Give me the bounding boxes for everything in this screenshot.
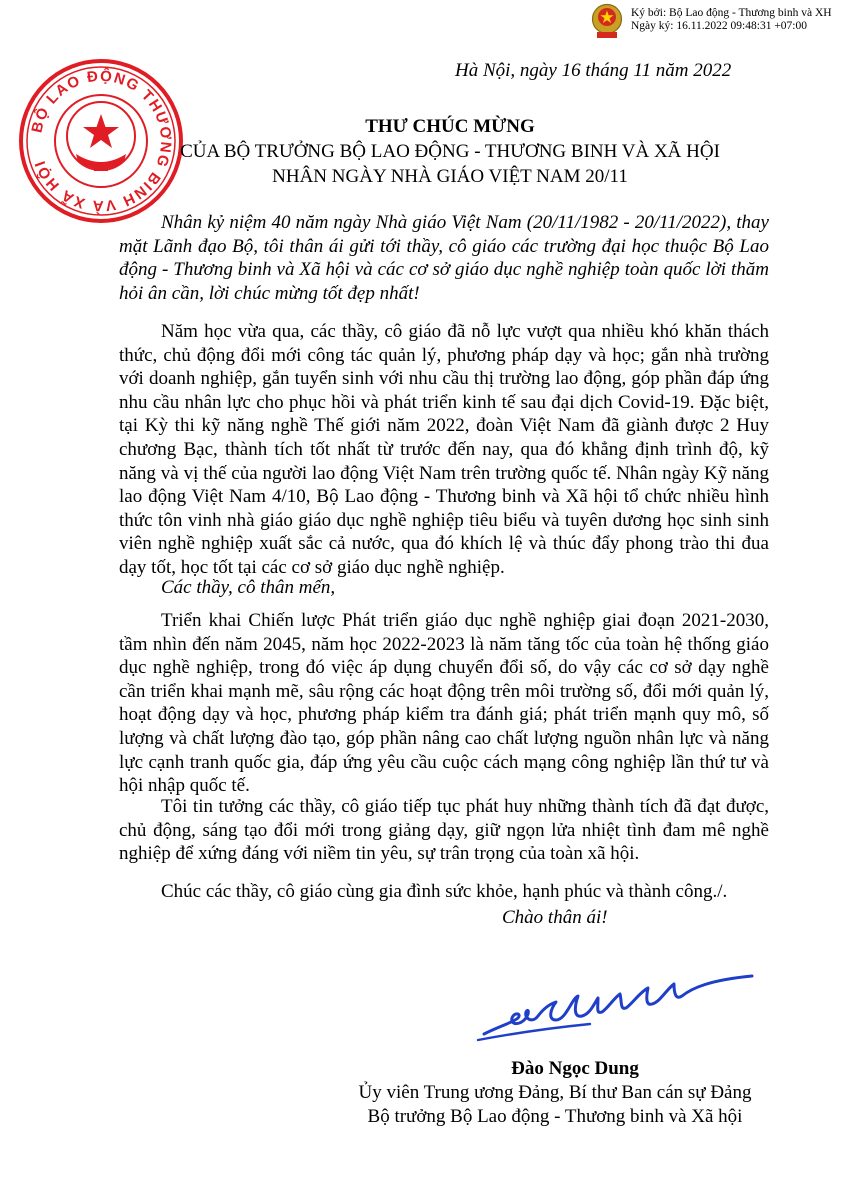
handwritten-signature [470,968,760,1048]
closing-text: Chào thân ái! [502,907,608,928]
body-paragraph-6: Chúc các thầy, cô giáo cùng gia đình sức khỏe, hạnh phúc và thành công./. [161,881,728,902]
letter-subtitle-2: NHÂN NGÀY NHÀ GIÁO VIỆT NAM 20/11 [272,166,628,187]
body-paragraph-1: Nhân kỷ niệm 40 năm ngày Nhà giáo Việt Nam (20/11/1982 - 20/11/2022), thay mặt Lãnh đạo Bộ, tôi thân ái gửi tới thầy, cô giáo các trường đại học thuộc Bộ Lao động - Thương binh và Xã hội và các cơ sở giáo dục nghề nghiệp toàn quốc lời thăm hỏi ân cần, lời chúc mừng tốt đẹp nhất! [119,212,769,304]
letter-title: THƯ CHÚC MỪNG [365,116,535,137]
national-emblem-icon [591,2,623,40]
digital-signature-stamp [591,2,843,38]
body-paragraph-4: Triển khai Chiến lược Phát triển giáo dục nghề nghiệp giai đoạn 2021-2030, tầm nhìn đến năm 2045, năm học 2022-2023 là năm tăng tốc của toàn hệ thống giáo dục nghề nghiệp, trong đó việc áp dụng chuyển đổi số, do vậy các cơ sở dạy nghề cần triển khai mạnh mẽ, sâu rộng các hoạt động trên môi trường số, đổi mới quản lý, hoạt động dạy và học, phương pháp kiểm tra đánh giá; phát triển mạnh quy mô, số lượng và chất lượng đào tạo, góp phần nâng cao chất lượng nguồn nhân lực và năng lực cạnh tranh quốc gia, đáp ứng yêu cầu cuộc cách mạng công nghiệp lần thứ tư và hội nhập quốc tế. [119,610,769,797]
seal-text: BỘ LAO ĐỘNG THƯƠNG BINH VÀ XÃ HỘI [28,67,175,215]
signed-by-text: Ký bởi: Bộ Lao động - Thương binh và XH [631,7,832,19]
signer-name: Đào Ngọc Dung [511,1058,639,1079]
salutation-paragraph: Các thầy, cô thân mến, [161,577,336,598]
body-paragraph-2: Năm học vừa qua, các thầy, cô giáo đã nỗ lực vượt qua nhiều khó khăn thách thức, chủ động đổi mới công tác quản lý, phương pháp dạy và học; gắn nhà trường với doanh nghiệp, gắn tuyển sinh với nhu cầu thị trường lao động, góp phần đáp ứng nhu cầu nhân lực cho phục hồi và phát triển kinh tế sau đại dịch Covid-19. Đặc biệt, tại Kỳ thi kỹ năng nghề Thế giới năm 2022, đoàn Việt Nam đã giành được 2 Huy chương Bạc, thành tích tốt nhất từ trước đến nay, qua đó khẳng định trình độ, kỹ năng và vị thế của người lao động Việt Nam trên trường quốc tế. Nhân ngày Kỹ năng lao động Việt Nam 4/10, Bộ Lao động - Thương binh và Xã hội tổ chức nhiều hình thức tôn vinh nhà giáo giáo dục nghề nghiệp tiêu biểu và tuyên dương học sinh sinh viên nghề nghiệp xuất sắc cả nước, qua đó khích lệ và thúc đẩy phong trào thi đua dạy tốt, học tốt tại các cơ sở giáo dục nghề nghiệp. [119,321,769,578]
body-paragraph-5: Tôi tin tưởng các thầy, cô giáo tiếp tục phát huy những thành tích đã đạt được, chủ động, sáng tạo đổi mới trong giảng dạy, giữ ngọn lửa nhiệt tình đam mê nghề nghiệp để xứng đáng với niềm tin yêu, sự trân trọng của toàn xã hội. [119,796,769,865]
signed-date-text: Ngày ký: 16.11.2022 09:48:31 +07:00 [631,20,807,32]
signer-title-2: Bộ trưởng Bộ Lao động - Thương binh và Xã hội [367,1106,743,1127]
letter-subtitle-1: CỦA BỘ TRƯỞNG BỘ LAO ĐỘNG - THƯƠNG BINH VÀ XÃ HỘI [180,141,720,162]
signer-title-1: Ủy viên Trung ương Đảng, Bí thư Ban cán sự Đảng [358,1082,752,1103]
date-line: Hà Nội, ngày 16 tháng 11 năm 2022 [455,60,732,81]
